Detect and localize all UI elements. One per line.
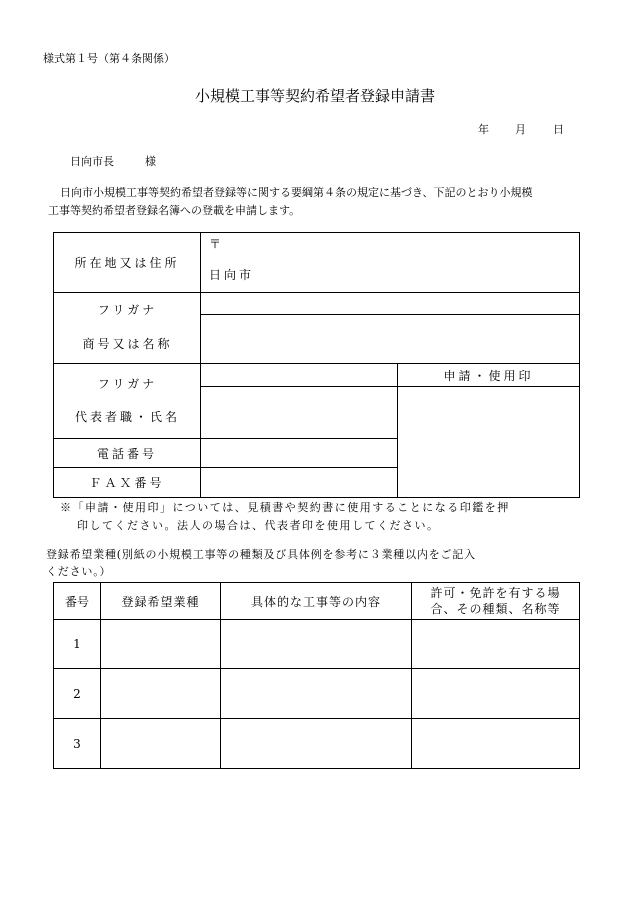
intro-line-2: 工事等契約希望者登録名簿への登載を申請します。 (48, 204, 301, 217)
header-license (412, 583, 580, 620)
table-row (54, 620, 580, 669)
row-number: 3 (73, 736, 81, 751)
representative-label: 代表者職・氏名 (74, 410, 180, 424)
details-field[interactable] (221, 620, 412, 669)
date-day-label: 日 (553, 123, 564, 136)
header-industry (101, 583, 221, 620)
honorific: 様 (145, 155, 156, 168)
table-row (54, 669, 580, 719)
representative-field[interactable] (201, 364, 398, 439)
industry-table (53, 582, 580, 769)
seal-divider (398, 386, 579, 387)
date-year-label: 年 (478, 123, 489, 136)
addressee: 日向市長 (70, 155, 114, 168)
row-number-cell (54, 719, 101, 769)
company-furigana-label: フリガナ (97, 303, 158, 317)
representative-label-cell (54, 364, 201, 439)
fax-label-cell (54, 468, 201, 498)
form-number: 様式第１号（第４条関係） (43, 52, 175, 65)
seal-label: 申請・使用印 (443, 369, 534, 383)
row-number-cell (54, 620, 101, 669)
table-row (54, 719, 580, 769)
postal-mark: 〒 (209, 237, 222, 251)
phone-label-cell (54, 439, 201, 468)
header-number-label: 番号 (64, 594, 89, 609)
row-number-cell (54, 669, 101, 719)
header-license-line-1: 許可・免許を有する場 (430, 586, 561, 600)
intro-line-1: 日向市小規模工事等契約希望者登録等に関する要綱第４条の規定に基づき、下記のとおり小規模 (60, 186, 533, 199)
company-label: 商号又は名称 (82, 337, 173, 351)
fax-field[interactable] (201, 468, 398, 498)
industry-intro-line-1: 登録希望業種(別紙の小規模工事等の種類及び具体例を参考に３業種以内をご記入 (46, 548, 476, 561)
representative-divider (201, 386, 397, 387)
license-field[interactable] (412, 620, 580, 669)
details-field[interactable] (221, 719, 412, 769)
representative-furigana-label: フリガナ (97, 377, 158, 391)
page-title: 小規模工事等契約希望者登録申請書 (194, 87, 435, 105)
phone-label: 電話番号 (96, 446, 157, 461)
header-details-label: 具体的な工事等の内容 (250, 594, 381, 609)
company-furigana-field[interactable] (201, 293, 580, 315)
header-number (54, 583, 101, 620)
fax-label: ＦＡＸ番号 (89, 476, 165, 490)
address-label-cell (54, 233, 201, 293)
license-field[interactable] (412, 669, 580, 719)
seal-note-line-1: ※「申請・使用印」については、見積書や契約書に使用することになる印鑑を押 (60, 501, 510, 514)
license-field[interactable] (412, 719, 580, 769)
header-details (221, 583, 412, 620)
row-number: 2 (73, 686, 81, 701)
header-industry-label: 登録希望業種 (121, 594, 200, 609)
applicant-table (53, 232, 580, 498)
industry-field[interactable] (101, 719, 221, 769)
header-license-line-2: 合、その種類、名称等 (430, 602, 561, 616)
seal-note-line-2: 印してください。法人の場合は、代表者印を使用してください。 (77, 519, 440, 532)
company-name-field[interactable] (201, 315, 580, 364)
address-field[interactable] (201, 233, 580, 293)
phone-field[interactable] (201, 439, 398, 468)
industry-field[interactable] (101, 669, 221, 719)
industry-field[interactable] (101, 620, 221, 669)
company-label-cell (54, 293, 201, 364)
seal-field[interactable] (398, 364, 580, 498)
industry-intro-line-2: ください。） (46, 565, 112, 578)
address-prefill: 日向市 (209, 268, 255, 282)
details-field[interactable] (221, 669, 412, 719)
date-month-label: 月 (515, 123, 526, 136)
row-number: 1 (73, 637, 81, 651)
address-label: 所在地又は住所 (74, 256, 180, 270)
